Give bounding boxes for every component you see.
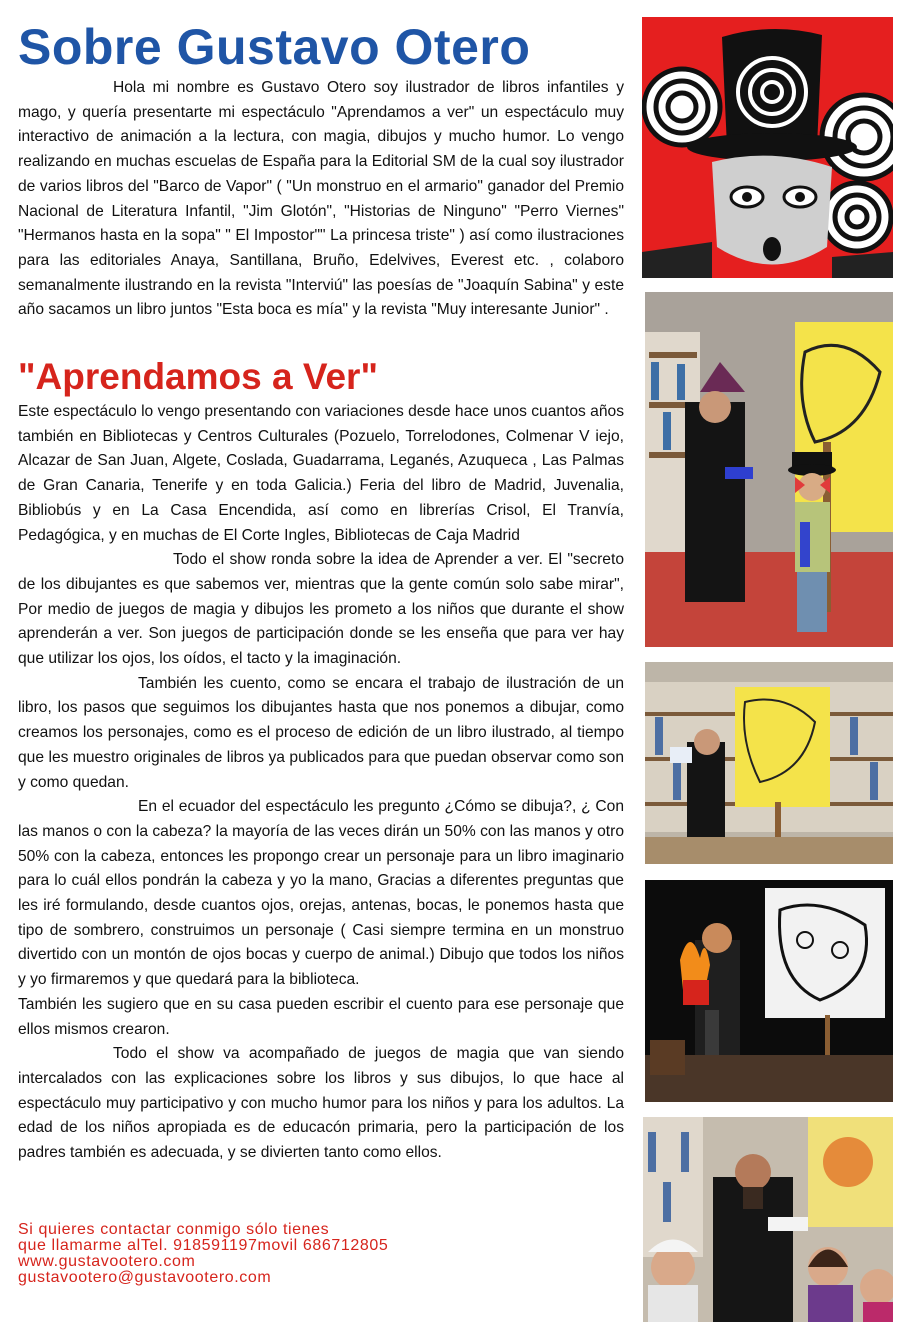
paragraph-venues: Este espectáculo lo vengo presentando con variaciones desde hace unos cuantos años también en Bibliotecas y Centros Culturales (Pozuelo, Torrelodones, Colmenar V iejo, Alcazar de San Juan, Algete, Coslada, Guadarrama, Leganés, Azuqueca , Las Palmas de Gran Canaria, Tenerife y en toda Galicia.) Feria del libro de Madrid, Juvenalia, Bibliobús y en La Casa Encendida, así como en librerías Crisol, El Tranvía, Pedagógica, y en muchas de El Corte Ingles, Bibliotecas de Caja Madrid xyxy=(18,403,624,544)
paragraph-show-idea: Todo el show ronda sobre la idea de Aprender a ver. El "secreto de los dibujantes es que sabemos ver, mientras que la gente común solo sabe mirar", Por medio de juegos de magia y dibujos les prometo a los niños que durante el show aprenderán a ver. Son juegos de participación donde se les enseña que para ver hay que utilizar los ojos, los oídos, el tacto y la imaginación. xyxy=(18,551,624,668)
contact-line-2: que llamarme alTel. 918591197movil 686712805 xyxy=(18,1237,389,1254)
paragraph-magic: Todo el show va acompañado de juegos de magia que van siendo intercalados con las explicaciones sobre los libros y sus dibujos, lo que hace al espectáculo muy participativo y con mucho humor para los niños y para los adultos. La edad de los niños apropiada es de educacón primaria, pero la participación de los padres también es adecuada, y se divierten tanto como ellos. xyxy=(18,1045,624,1162)
body-text xyxy=(18,400,624,1166)
photo-magician-children xyxy=(643,1117,893,1322)
contact-website[interactable]: www.gustavootero.com xyxy=(18,1253,196,1270)
photo-illustration-4 xyxy=(643,1117,893,1322)
intro-paragraph: Hola mi nombre es Gustavo Otero soy ilustrador de libros infantiles y mago, y quería presentarte mi espectáculo "Aprendamos a ver" un espectáculo muy interactivo de animación a la lectura, con magia, dibujos y mucho humor. Lo vengo realizando en muchas escuelas de España para la Editorial SM de la cual soy ilustrador de varios libros del "Barco de Vapor" ( "Un monstruo en el armario" ganador del Premio Nacional de Literatura Infantil, "Jim Glotón", "Historias de Ninguno" "Perro Viernes" "Hermanos hasta en la sopa" " El Impostor"" La princesa triste" ) así como ilustraciones para las editoriales Anaya, Santillana, Bruño, Edelvives, Everest etc. , colaboro semanalmente ilustrando en la revista "Interviú" las poesías de "Joaquín Sabina" y este año sacamos un libro juntos "Esta boca es mía" y la revista "Muy interesante Junior" . xyxy=(18,79,624,319)
photo-illustration-2 xyxy=(645,662,893,864)
intro-text xyxy=(18,76,624,323)
page-title: Sobre Gustavo Otero xyxy=(18,19,531,75)
photo-illustration-1 xyxy=(645,292,893,647)
photo-magician-fire xyxy=(645,880,893,1102)
contact-email[interactable]: gustavootero@gustavootero.com xyxy=(18,1269,272,1286)
paragraph-illustration: También les cuento, como se encara el trabajo de ilustración de un libro, los pasos que seguimos los dibujantes hasta que nos ponemos a dibujar, como creamos los personajes, como es el proceso de edición de un libro ilustrado, al tiempo que les muestro originales de libros ya publicados para que puedan observar como son y como quedan. xyxy=(18,674,624,791)
photo-illustration-3 xyxy=(645,880,893,1102)
magician-portrait xyxy=(642,17,893,278)
portrait-illustration xyxy=(642,17,893,278)
photo-magician-drawing xyxy=(645,662,893,864)
paragraph-character: En el ecuador del espectáculo les pregunto ¿Cómo se dibuja?, ¿ Con las manos o con la cabeza? la mayoría de las veces dirán un 50% con las manos y otro 50% con la cabeza, entonces les propongo crear un personaje para un libro imaginario para lo cuál ellos pondrán la cabeza y yo la mano, Gracias a diferentes preguntas que les iré formulando, desde cuantos ojos, orejas, antenas, bocas, le ponemos hasta que tipo de sombrero, construimos un personaje ( Casi siempre termina en un monstruo divertido con un montón de ojos bocas y cuerpo de animal.) Dibujo que todos los niños y yo firmaremos y que quedará para la biblioteca. xyxy=(18,798,624,989)
contact-line-1: Si quieres contactar conmigo sólo tienes xyxy=(18,1221,330,1238)
paragraph-home-story: También les sugiero que en su casa pueden escribir el cuento para ese personaje que ellos mismos crearon. xyxy=(18,995,624,1038)
contact-info xyxy=(18,1222,388,1286)
section-title: "Aprendamos a Ver" xyxy=(18,356,378,397)
photo-magician-with-child xyxy=(645,292,893,647)
